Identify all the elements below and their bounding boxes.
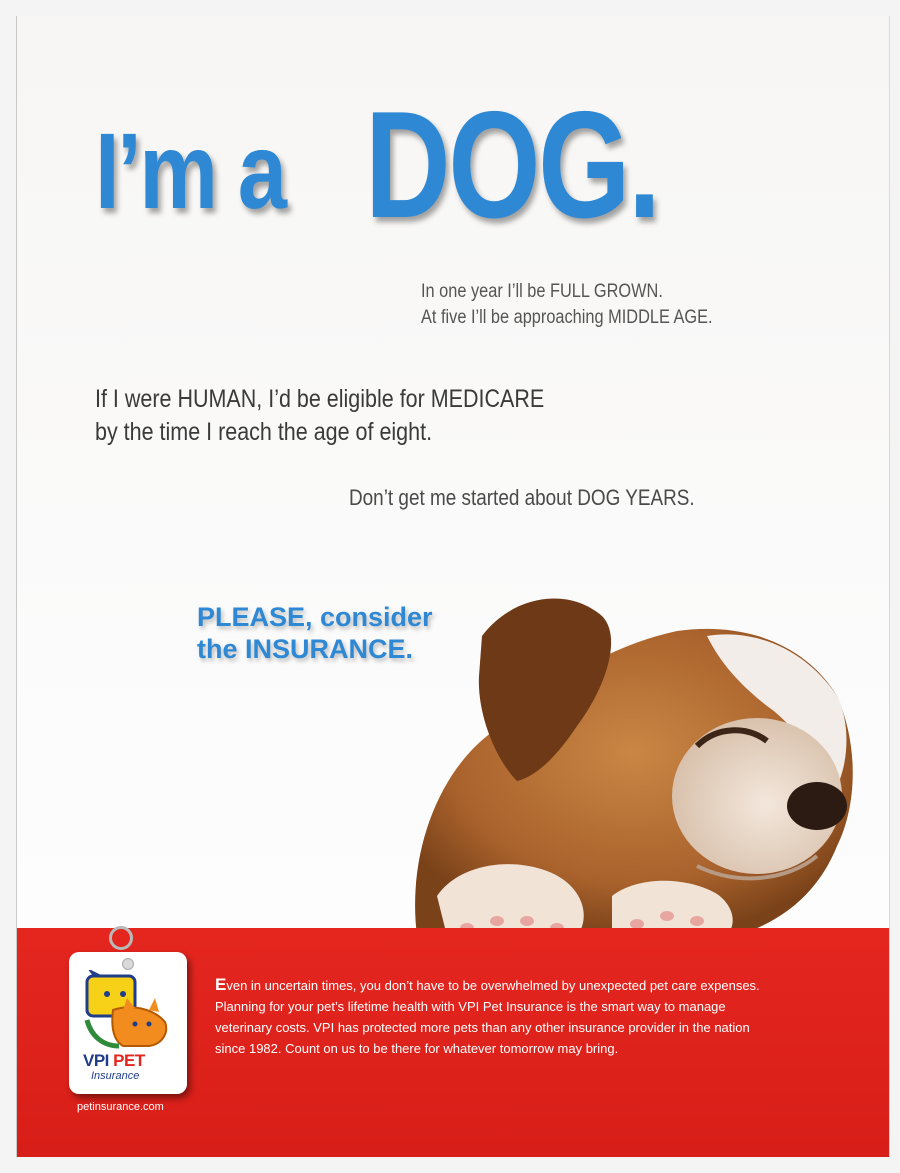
vpi-logo-tag[interactable] (69, 952, 187, 1094)
cta-line-2: the INSURANCE. (197, 634, 414, 664)
paragraph-line-4: since 1982. Count on us to be there for whatever tomorrow may bring. (215, 1041, 619, 1056)
footer-paragraph (215, 974, 865, 1059)
dropcap: E (215, 975, 227, 994)
brand-name (83, 1052, 179, 1069)
paragraph-line-3: veterinary costs. VPI has protected more pets than any other insurance provider in the nation (215, 1020, 750, 1035)
full-grown-line: In one year I’ll be FULL GROWN. (421, 281, 663, 302)
human-line-2: by the time I reach the age of eight. (95, 418, 433, 446)
brand-pet: PET (113, 1051, 145, 1070)
dog-years-line: Don’t get me started about DOG YEARS. (349, 485, 695, 510)
human-line-1: If I were HUMAN, I’d be eligible for MEDICARE (95, 385, 545, 413)
puppy-image (397, 576, 867, 956)
paragraph-line-2: Planning for your pet’s lifetime health with VPI Pet Insurance is the smart way to manage (215, 999, 726, 1014)
ad-page (16, 16, 890, 1157)
key-ring-icon (109, 926, 133, 950)
tag-hole (122, 958, 134, 970)
paragraph-text-1: ven in uncertain times, you don’t have to be overwhelmed by unexpected pet care expenses. (226, 978, 760, 993)
paragraph-line-1 (215, 974, 865, 996)
headline-part2: DOG. (365, 80, 659, 250)
brand-vpi: VPI (83, 1051, 109, 1070)
cta-line-1: PLEASE, consider (197, 602, 433, 632)
website-link[interactable]: petinsurance.com (77, 1101, 164, 1113)
brand-subtitle: Insurance (91, 1070, 140, 1082)
headline-part1: I’m a (95, 110, 285, 231)
middle-age-line: At five I’ll be approaching MIDDLE AGE. (421, 307, 713, 328)
dog-and-cat-logo (83, 970, 173, 1050)
headline (95, 80, 659, 250)
